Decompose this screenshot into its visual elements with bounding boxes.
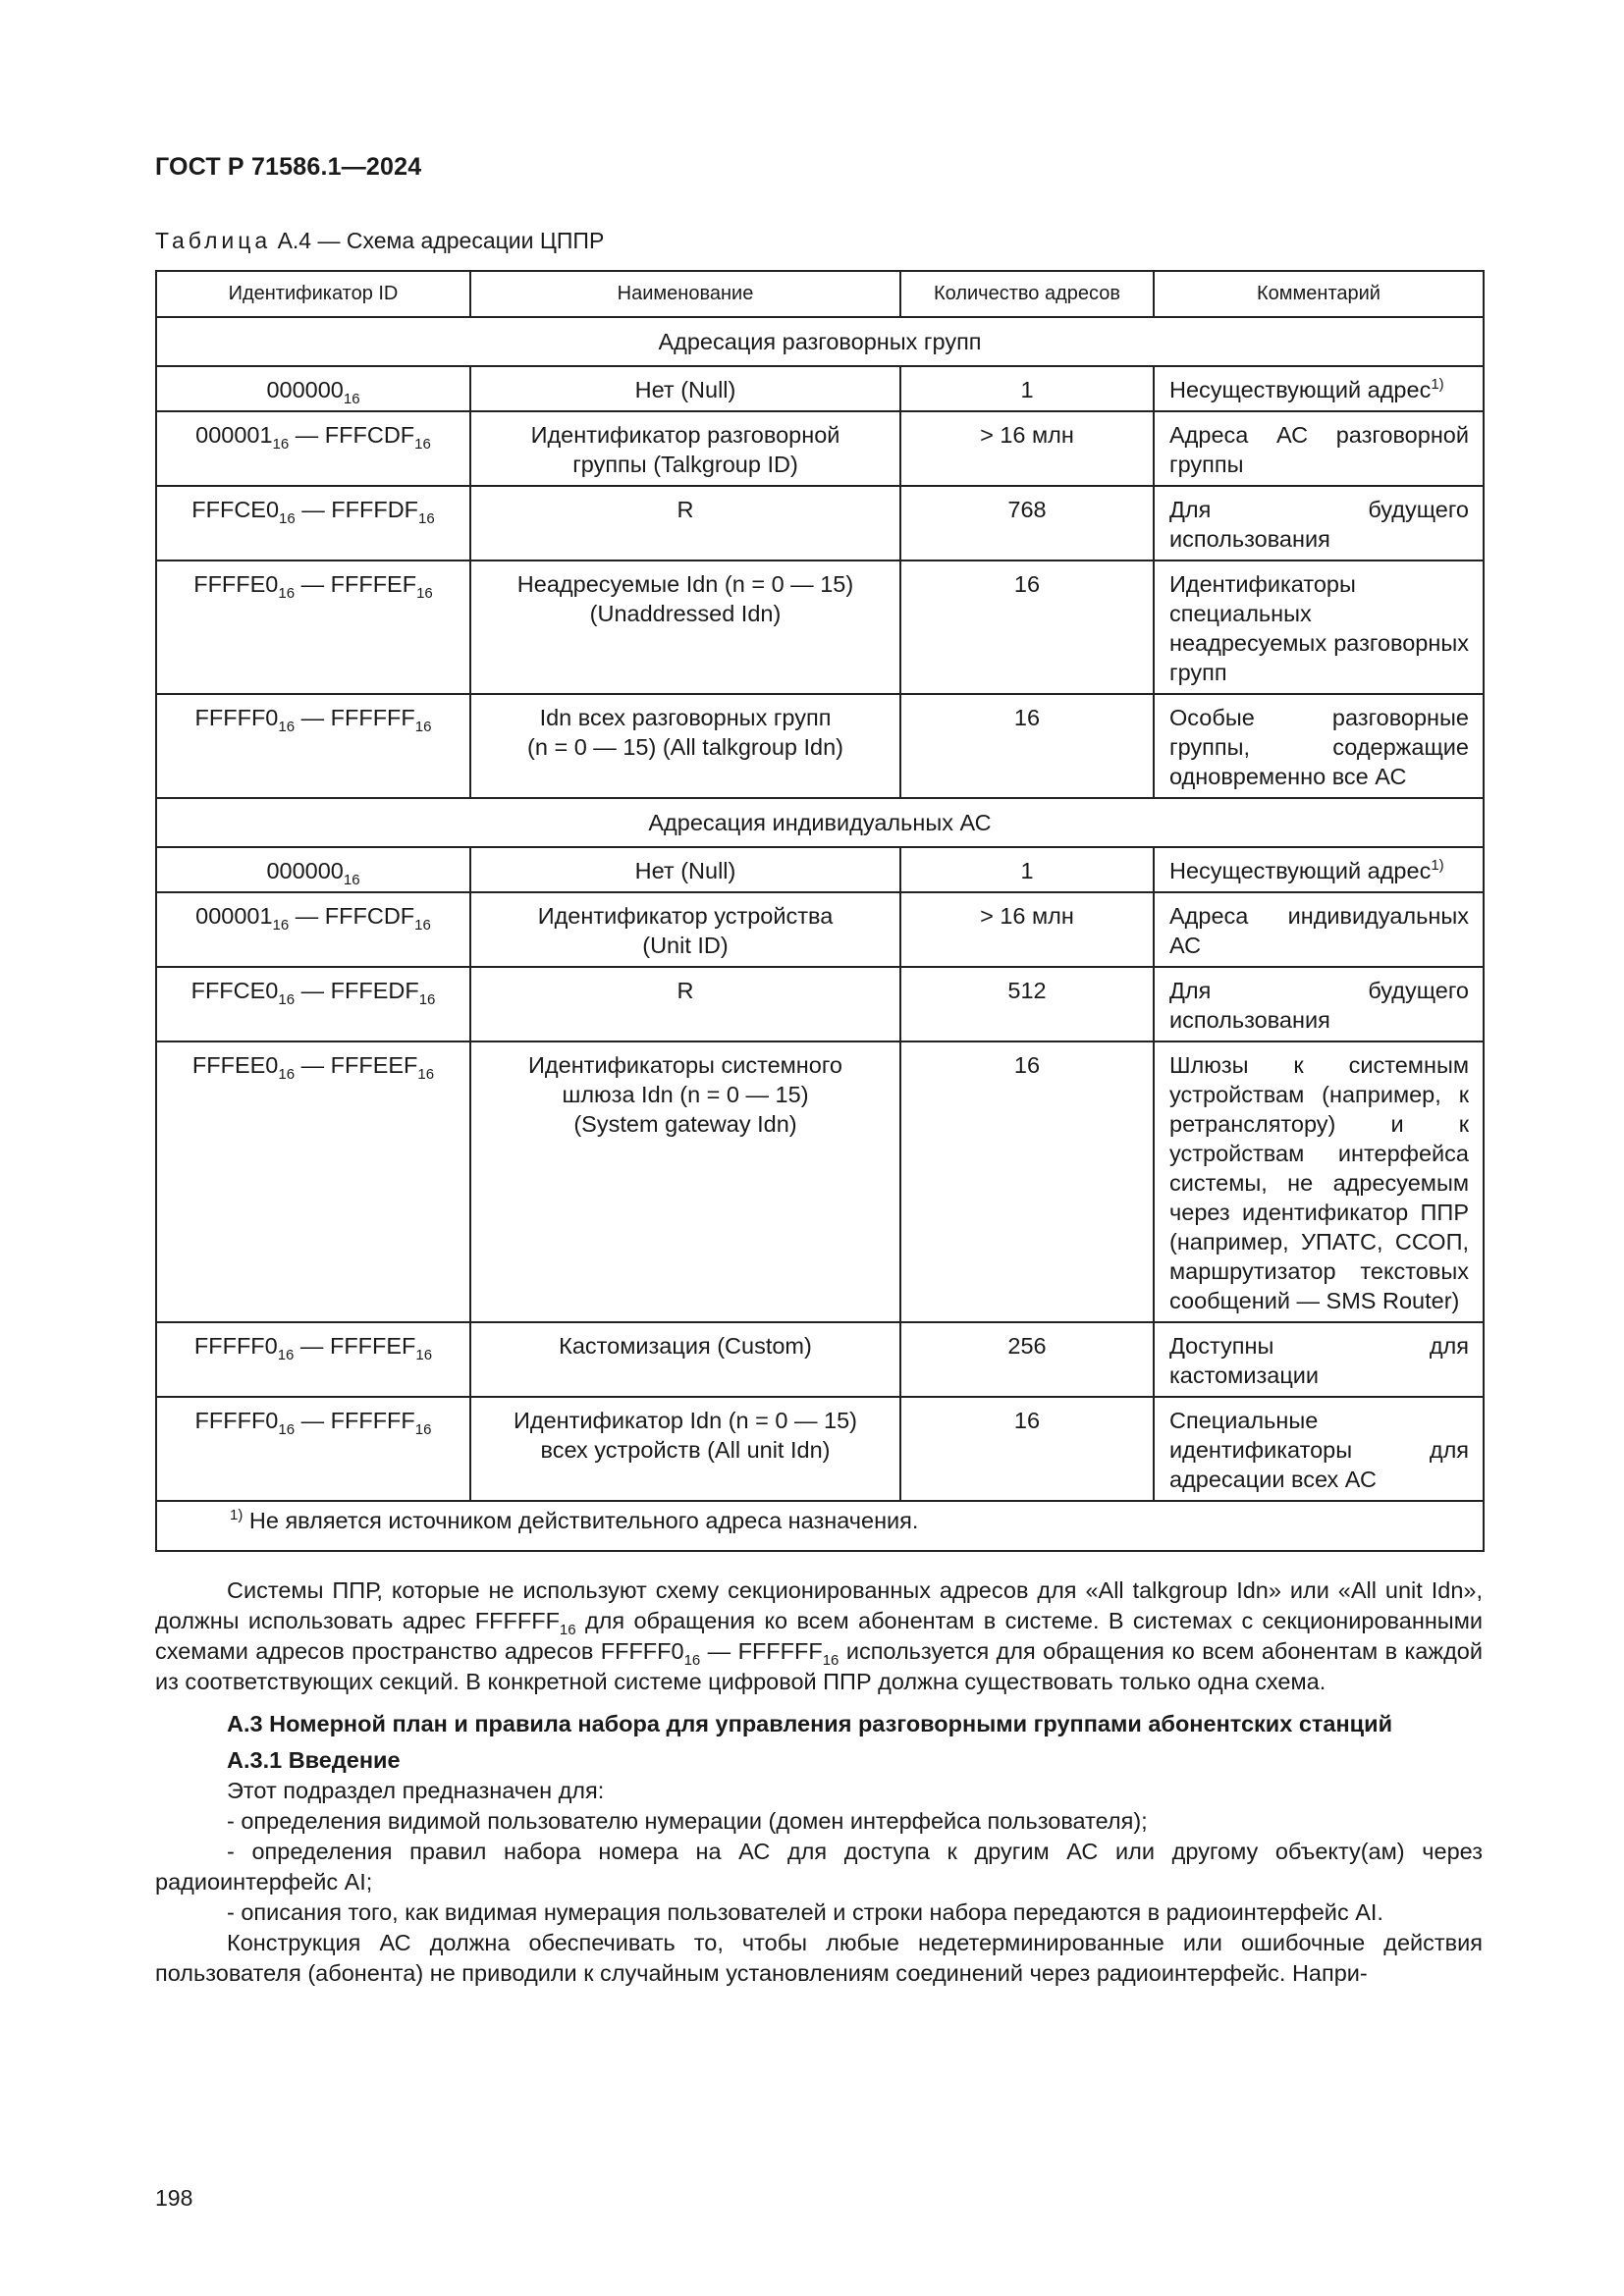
cell-comment	[1154, 486, 1484, 561]
paragraph-text: используется для обращения ко всем абонентам в каждой из соответствующих секций. В конкретной системе цифровой ППР должна существовать только одна схема.	[155, 1638, 1483, 1694]
subscript: 16	[416, 585, 433, 602]
cell-id	[156, 366, 470, 411]
comment-text: Адреса АС разговорной группы	[1169, 422, 1469, 477]
footnote-row	[156, 1501, 1484, 1551]
cell-comment	[1154, 1041, 1484, 1322]
list-item: - определения правил набора номера на АС для доступа к другим АС или другому объекту(ам) через радиоинтерфейс AI;	[155, 1839, 1483, 1895]
cell-count: 16	[900, 1041, 1154, 1322]
cell-comment	[1154, 967, 1484, 1041]
section-heading-a31: А.3.1 Введение	[227, 1747, 401, 1773]
cell-name: Идентификатор разговорной группы (Talkgroup ID)	[470, 411, 900, 486]
cell-name: Нет (Null)	[470, 847, 900, 892]
subscript: 16	[343, 391, 360, 407]
id-end: FFFFDF	[331, 497, 419, 522]
intro-line: Этот подраздел предназначен для:	[227, 1778, 605, 1803]
cell-id	[156, 694, 470, 798]
paragraph-design: Конструкция АС должна обеспечивать то, чтобы любые недетерминированные или ошибочные действия пользователя (абонента) не приводили к случайным установлениям соединений через радиоинтерфейс. Напри-	[155, 1930, 1483, 1986]
cell-comment	[1154, 1322, 1484, 1397]
id-start: FFFCE0	[190, 978, 279, 1003]
section-title-talkgroups: Адресация разговорных групп	[156, 317, 1484, 366]
cell-id	[156, 1041, 470, 1322]
section-row-talkgroups	[156, 317, 1484, 366]
table-row	[156, 967, 1484, 1041]
comment-text: Для будущего использования	[1169, 497, 1469, 552]
paragraph-addressing	[155, 1575, 1483, 1697]
cell-count: > 16 млн	[900, 411, 1154, 486]
id-end: FFFFFF	[330, 1408, 415, 1433]
body-text	[155, 1575, 1483, 1989]
id-separator: —	[289, 422, 325, 448]
subscript: 16	[559, 1622, 576, 1638]
table-caption-prefix: Таблица	[155, 228, 272, 253]
table-row	[156, 1397, 1484, 1501]
subscript: 16	[278, 991, 296, 1008]
comment-text: Идентификаторы специальных неадресуемых разговорных групп	[1169, 571, 1469, 685]
cell-comment	[1154, 1397, 1484, 1501]
id-end: FFFFEF	[330, 571, 417, 597]
id-start: 000000	[266, 377, 344, 402]
cell-count: 16	[900, 561, 1154, 694]
subscript: 16	[418, 510, 435, 527]
id-start: FFFFE0	[193, 571, 279, 597]
subscript: 16	[822, 1652, 839, 1669]
section-row-units	[156, 798, 1484, 847]
subscript: 16	[278, 1066, 296, 1083]
table-row	[156, 486, 1484, 561]
column-header-id: Идентификатор ID	[156, 271, 470, 317]
list-item: - определения видимой пользователю нумерации (домен интерфейса пользователя);	[227, 1808, 1148, 1834]
cell-count: 256	[900, 1322, 1154, 1397]
id-separator: —	[294, 1333, 330, 1359]
table-row	[156, 892, 1484, 967]
table-footnote	[156, 1501, 1484, 1551]
cell-comment	[1154, 366, 1484, 411]
cell-id	[156, 1322, 470, 1397]
id-separator: —	[295, 705, 331, 730]
subscript: 16	[414, 917, 431, 934]
table-row	[156, 411, 1484, 486]
subscript: 16	[272, 436, 290, 453]
cell-name: Идентификаторы системного шлюза Idn (n = 0 — 15) (System gateway Idn)	[470, 1041, 900, 1322]
footnote-mark: 1)	[1431, 857, 1444, 874]
cell-count: 16	[900, 1397, 1154, 1501]
table-caption	[155, 228, 604, 254]
id-start: 000000	[266, 858, 344, 883]
id-end: FFFFFF	[330, 705, 415, 730]
cell-comment	[1154, 892, 1484, 967]
id-start: FFFCE0	[191, 497, 280, 522]
id-separator: —	[289, 903, 325, 929]
footnote-mark: 1)	[1431, 376, 1444, 393]
table-header-row	[156, 271, 1484, 317]
column-header-comment: Комментарий	[1154, 271, 1484, 317]
cell-id	[156, 847, 470, 892]
subscript: 16	[414, 719, 432, 735]
id-separator: —	[295, 571, 331, 597]
section-heading-a3: А.3 Номерной план и правила набора для управления разговорными группами абонентских станций	[227, 1711, 1393, 1736]
id-start: FFFFF0	[194, 705, 279, 730]
table-row	[156, 366, 1484, 411]
subscript: 16	[418, 991, 436, 1008]
table-row	[156, 694, 1484, 798]
cell-id	[156, 1397, 470, 1501]
id-end: FFFFEF	[329, 1333, 416, 1359]
cell-name: Нет (Null)	[470, 366, 900, 411]
footnote-mark: 1)	[230, 1507, 244, 1523]
table-row	[156, 1322, 1484, 1397]
table-row	[156, 847, 1484, 892]
subscript: 16	[278, 585, 296, 602]
footnote-text: Не является источником действительного адреса назначения.	[243, 1508, 919, 1533]
subscript: 16	[414, 1421, 432, 1438]
cell-comment	[1154, 847, 1484, 892]
column-header-count: Количество адресов	[900, 271, 1154, 317]
subscript: 16	[277, 1347, 295, 1363]
comment-text: Для будущего использования	[1169, 978, 1469, 1033]
cell-count: 1	[900, 847, 1154, 892]
subscript: 16	[272, 917, 290, 934]
column-header-name: Наименование	[470, 271, 900, 317]
paragraph-text: для обращения ко всем абонентам в системе. В системах с секционированными схемами адресов пространство адресов FFFFF0	[155, 1608, 1483, 1664]
page-number: 198	[155, 2185, 193, 2211]
section-title-units: Адресация индивидуальных АС	[156, 798, 1484, 847]
cell-count: > 16 млн	[900, 892, 1154, 967]
subscript: 16	[343, 872, 360, 888]
cell-count: 768	[900, 486, 1154, 561]
cell-name: Идентификатор устройства (Unit ID)	[470, 892, 900, 967]
id-separator: —	[295, 1408, 331, 1433]
paragraph-text: Системы ППР, которые не используют схему секционированных адресов для «All talkgroup Idn» или «All unit Idn», должны использовать адрес FFFFFF	[155, 1577, 1483, 1633]
subscript: 16	[415, 1347, 433, 1363]
comment-text: Особые разговорные группы, содержащие одновременно все АС	[1169, 705, 1469, 789]
id-separator: —	[295, 497, 332, 522]
list-item: - описания того, как видимая нумерация пользователей и строки набора передаются в радиоинтерфейс AI.	[227, 1899, 1383, 1925]
table-row	[156, 1041, 1484, 1322]
id-end: FFFEEF	[330, 1052, 418, 1078]
cell-name: Неадресуемые Idn (n = 0 — 15) (Unaddressed Idn)	[470, 561, 900, 694]
id-start: 000001	[195, 903, 273, 929]
id-end: FFFEDF	[330, 978, 419, 1003]
cell-id	[156, 967, 470, 1041]
cell-name: Идентификатор Idn (n = 0 — 15) всех устройств (All unit Idn)	[470, 1397, 900, 1501]
comment-text: Шлюзы к системным устройствам (например, к ретранслятору) и к устройствам интерфейса системы, не адресуемым через идентификатор ППР (например, УПАТС, ССОП, маршрутизатор текстовых сообщений — SMS Router)	[1169, 1052, 1469, 1313]
cell-id	[156, 561, 470, 694]
cell-count: 512	[900, 967, 1154, 1041]
id-start: FFFFF0	[194, 1408, 279, 1433]
cell-name: Кастомизация (Custom)	[470, 1322, 900, 1397]
id-start: FFFFF0	[193, 1333, 278, 1359]
comment-text: Специальные идентификаторы для адресации всех АС	[1169, 1408, 1469, 1492]
id-end: FFFCDF	[324, 903, 415, 929]
cell-count: 16	[900, 694, 1154, 798]
cell-id	[156, 411, 470, 486]
subscript: 16	[278, 1421, 296, 1438]
subscript: 16	[683, 1652, 701, 1669]
table-row	[156, 561, 1484, 694]
id-separator: —	[295, 1052, 331, 1078]
comment-text: Доступны для кастомизации	[1169, 1333, 1469, 1388]
cell-comment	[1154, 561, 1484, 694]
comment-text: Несуществующий адрес	[1169, 377, 1432, 402]
subscript: 16	[414, 436, 431, 453]
table-caption-title: А.4 — Схема адресации ЦППР	[271, 228, 605, 253]
document-header: ГОСТ Р 71586.1—2024	[155, 153, 422, 181]
cell-id	[156, 892, 470, 967]
paragraph-text: — FFFFFF	[700, 1638, 823, 1664]
subscript: 16	[417, 1066, 435, 1083]
subscript: 16	[279, 510, 296, 527]
cell-name: Idn всех разговорных групп (n = 0 — 15) (All talkgroup Idn)	[470, 694, 900, 798]
cell-id	[156, 486, 470, 561]
comment-text: Несуществующий адрес	[1169, 858, 1432, 883]
id-start: 000001	[195, 422, 273, 448]
cell-comment	[1154, 411, 1484, 486]
cell-count: 1	[900, 366, 1154, 411]
cell-name: R	[470, 486, 900, 561]
id-start: FFFEE0	[191, 1052, 279, 1078]
id-separator: —	[295, 978, 331, 1003]
id-end: FFFCDF	[324, 422, 415, 448]
cell-comment	[1154, 694, 1484, 798]
comment-text: Адреса индивидуальных АС	[1169, 903, 1469, 958]
addressing-table	[155, 270, 1485, 1552]
cell-name: R	[470, 967, 900, 1041]
subscript: 16	[278, 719, 296, 735]
